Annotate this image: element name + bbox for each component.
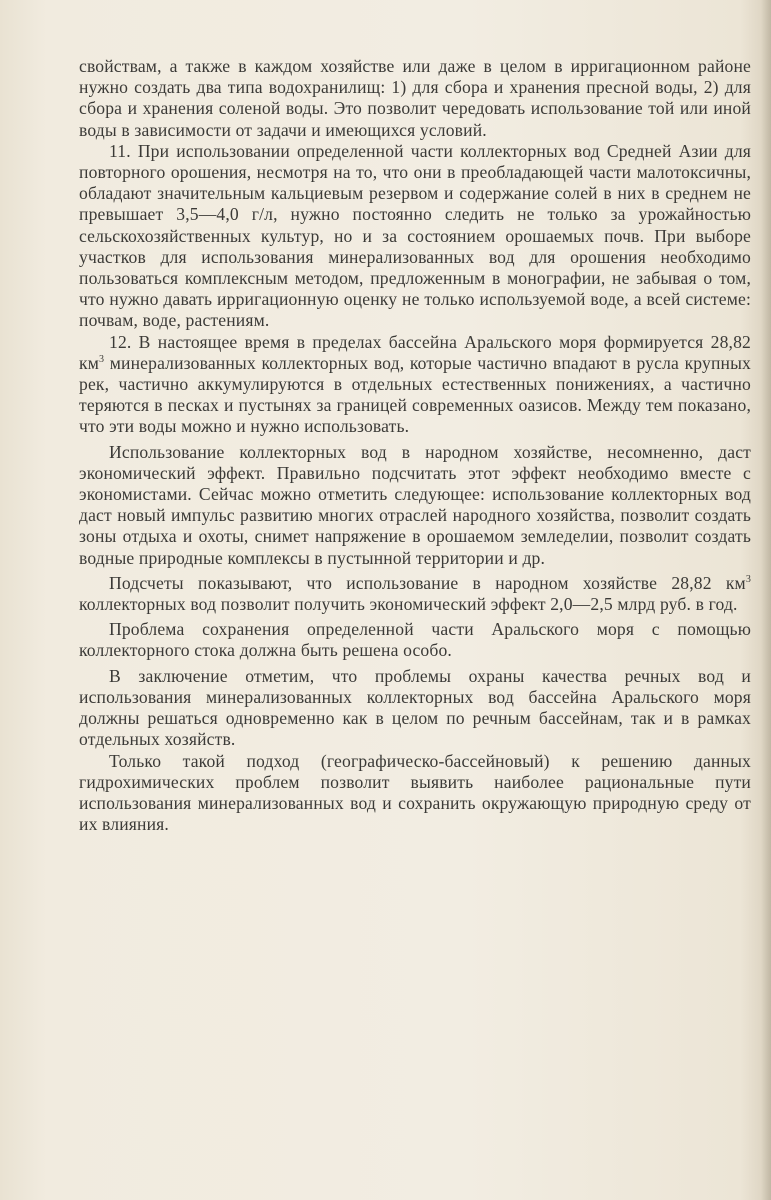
- paragraph-item-12-before: 12. В настоящее время в пределах бассейна Аральского моря формируется 28,82 км: [79, 331, 751, 373]
- paragraph-continuation: свойствам, а также в каждом хозяйстве или даже в целом в ирригационном районе нужно создать два типа водохранилищ: 1) для сбора и хранения пресной воды, 2) для сбора и хранения соленой воды. Это позволит чередовать использование той или иной воды в зависимости от задачи и имеющихся условий.: [79, 56, 751, 140]
- paragraph-item-12-after: минерализованных коллекторных вод, которые частично впадают в русла крупных рек, частично аккумулируются в отдельных естественных понижениях, а частично теряются в песках и пустынях за границей современных оазисов. Между тем показано, что эти воды можно и нужно использовать.: [79, 352, 751, 437]
- paragraph-aral-sea-problem: Проблема сохранения определенной части Аральского моря с помощью коллекторного стока должна быть решена особо.: [79, 619, 751, 661]
- paragraph-item-12: [79, 332, 751, 438]
- paragraph-calculations-before: Подсчеты показывают, что использование в народном хозяйстве 28,82 км: [109, 572, 746, 593]
- paragraph-economic-effect: Использование коллекторных вод в народном хозяйстве, несомненно, даст экономический эффект. Правильно подсчитать этот эффект необходимо вместе с экономистами. Сейчас можно отметить следующее: использование коллекторных вод даст новый импульс развитию многих отраслей народного хозяйства, позволит создать зоны отдыха и охоты, снимет напряжение в орошаемом земледелии, позволит создать водные природные комплексы в пустынной территории и др.: [79, 441, 751, 568]
- superscript-cubic: 3: [98, 353, 105, 365]
- superscript-cubic: 3: [745, 573, 751, 585]
- page-edge-shadow: [761, 0, 771, 1200]
- paragraph-calculations: [79, 573, 751, 615]
- paragraph-calculations-after: коллекторных вод позволит получить экономический эффект 2,0—2,5 млрд руб. в год.: [79, 594, 738, 615]
- paragraph-conclusion: В заключение отметим, что проблемы охраны качества речных вод и использования минерализованных коллекторных вод бассейна Аральского моря должны решаться одновременно как в целом по речным бассейнам, так и в рамках отдельных хозяйств.: [79, 665, 751, 750]
- page-text-block: [79, 56, 751, 835]
- paragraph-final: Только такой подход (географическо-бассейновый) к решению данных гидрохимических проблем позволит выявить наиболее рациональные пути использования минерализованных вод и сохранить окружающую природную среду от их влияния.: [79, 750, 751, 835]
- paragraph-item-11: 11. При использовании определенной части коллекторных вод Средней Азии для повторного орошения, несмотря на то, что они в преобладающей части малотоксичны, обладают значительным кальциевым резервом и содержание солей в них в среднем не превышает 3,5—4,0 г/л, нужно постоянно следить не только за урожайностью сельскохозяйственных культур, но и за состоянием орошаемых почв. При выборе участков для использования минерализованных вод для орошения необходимо пользоваться комплексным методом, предложенным в монографии, не забывая о том, что нужно давать ирригационную оценку не только используемой воде, а всей системе: почвам, воде, растениям.: [79, 140, 751, 331]
